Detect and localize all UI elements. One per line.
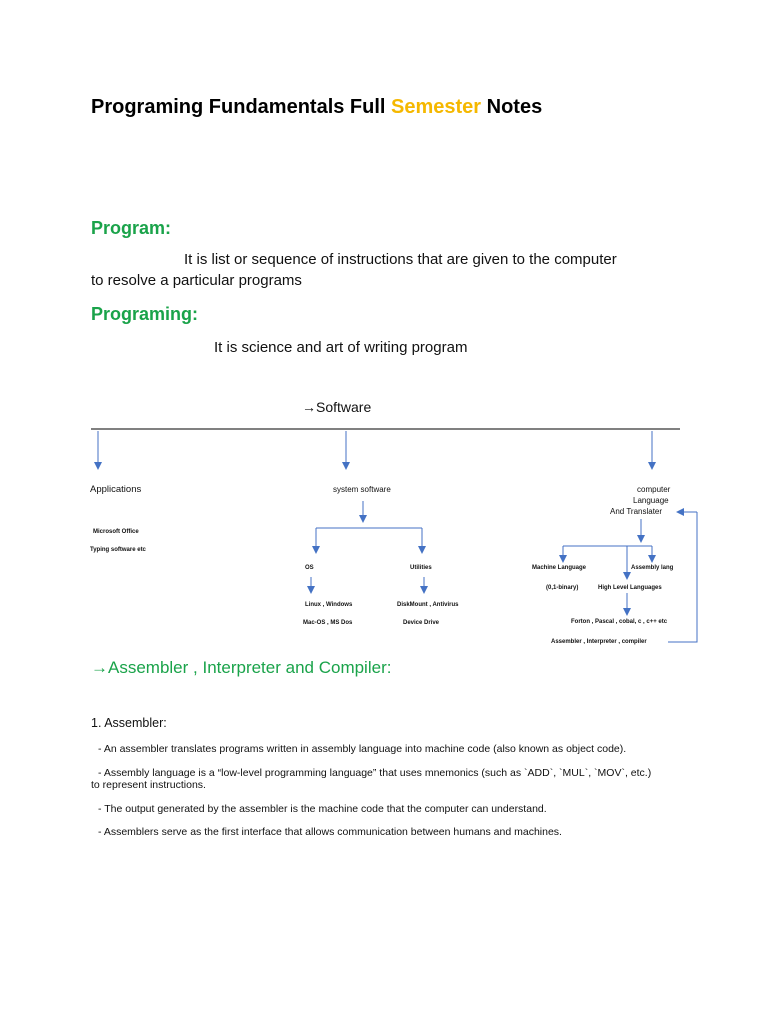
label-machine-language: Machine Language (532, 565, 587, 571)
assembler-point-3: - The output generated by the assembler is the machine code that the computer can understand. (98, 803, 547, 815)
program-heading: Program: (91, 218, 172, 238)
label-typing-software: Typing software etc (90, 547, 146, 553)
label-forton: Forton , Pascal , cobal, c , c++ etc (571, 619, 668, 625)
aic-heading: →Assembler , Interpreter and Compiler: (91, 658, 392, 677)
title-part2: Notes (481, 96, 543, 118)
label-os: OS (305, 565, 314, 571)
assembler-point-4: - Assemblers serve as the first interface that allows communication between humans and machines. (98, 826, 562, 838)
label-high-level: High Level Languages (598, 585, 662, 591)
assembler-point-1: - An assembler translates programs written in assembly language into machine code (also known as object code). (98, 743, 627, 755)
label-and-translater: And Translater (610, 507, 663, 516)
label-applications: Applications (90, 484, 142, 495)
title-part1: Programing Fundamentals Full (91, 96, 392, 118)
diagram-root-software: →Software (302, 399, 372, 415)
feedback-loop-line (668, 512, 697, 642)
label-diskmount: DiskMount , Antivirus (397, 602, 459, 608)
assembler-point-2a: - Assembly language is a “low-level programming language” that uses mnemonics (such as `ADD`, `MUL`, `MOV`, etc.) (98, 767, 652, 779)
label-macos-msdos: Mac-OS , MS Dos (303, 620, 353, 626)
label-device-drive: Device Drive (403, 620, 440, 626)
label-microsoft-office: Microsoft Office (93, 529, 139, 535)
label-system-software: system software (333, 485, 391, 494)
program-definition-line2: to resolve a particular programs (91, 272, 302, 289)
assembler-point-2b: to represent instructions. (91, 779, 206, 791)
label-computer: computer (637, 485, 671, 494)
assembler-heading: 1. Assembler: (91, 716, 167, 730)
label-translators: Assembler , Interpreter , compiler (551, 639, 647, 645)
title-accent: Semester (391, 96, 482, 118)
programing-definition: It is science and art of writing program (214, 339, 468, 356)
programing-heading: Programing: (91, 304, 199, 324)
label-linux-windows: Linux , Windows (305, 602, 353, 608)
label-utilities: Utilities (410, 565, 432, 571)
label-binary: (0,1-binary) (546, 585, 579, 591)
program-definition-line1: It is list or sequence of instructions that are given to the computer (184, 251, 617, 268)
label-assembly-lang: Assembly lang (631, 565, 674, 571)
label-language: Language (633, 496, 669, 505)
